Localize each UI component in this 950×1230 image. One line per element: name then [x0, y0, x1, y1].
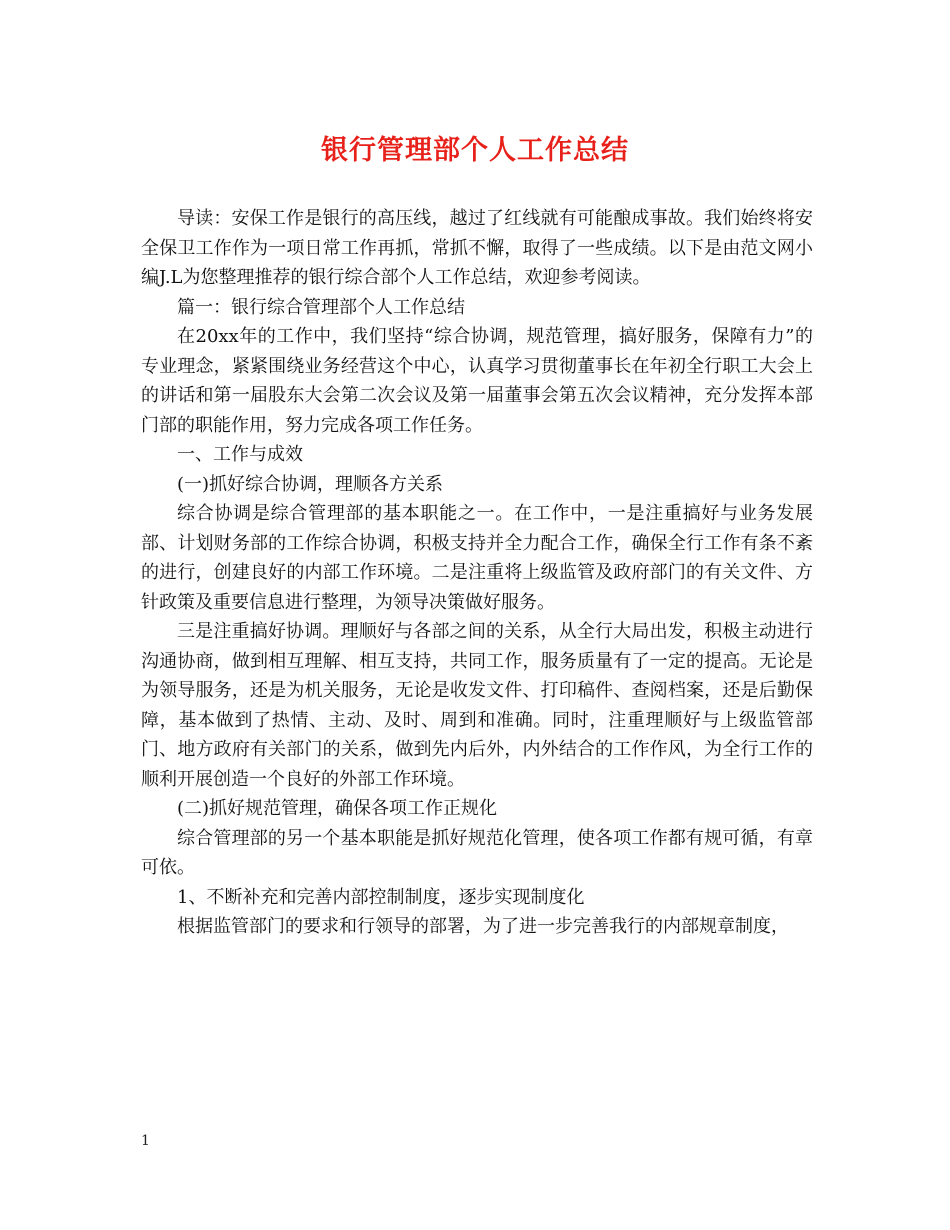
intro-paragraph: 导读：安保工作是银行的高压线，越过了红线就有可能酿成事故。我们始终将安全保卫工作作为一项日常工作再抓，常抓不懈，取得了一些成绩。以下是由范文网小编J.L为您整理推荐的银行综合部个人工作总结，欢迎参考阅读。: [141, 208, 813, 288]
item-heading: 1、不断补充和完善内部控制制度，逐步实现制度化: [177, 886, 585, 908]
body-paragraph: 根据监管部门的要求和行领导的部署，为了进一步完善我行的内部规章制度，: [177, 916, 789, 937]
body-paragraph: 三是注重搞好协调。理顺好与各部之间的关系，从全行大局出发，积极主动进行沟通协商，做到相互理解、相互支持，共同工作，服务质量有了一定的提高。无论是为领导服务，还是为机关服务，无论是收发文件、打印稿件、查阅档案，还是后勤保障，基本做到了热情、主动、及时、周到和准确。同时，注重理顺好与上级监管部门、地方政府有关部门的关系，做到先内后外，内外结合的工作作风，为全行工作的顺利开展创造一个良好的外部工作环境。: [141, 621, 813, 790]
document-body: [141, 204, 813, 942]
body-paragraph: 综合协调是综合管理部的基本职能之一。在工作中，一是注重搞好与业务发展部、计划财务部的工作综合协调，积极支持并全力配合工作，确保全行工作有条不紊的进行，创建良好的内部工作环境。二是注重将上级监管及政府部门的有关文件、方针政策及重要信息进行整理，为领导决策做好服务。: [141, 503, 813, 613]
body-paragraph: 综合管理部的另一个基本职能是抓好规范化管理，使各项工作都有规可循，有章可依。: [141, 827, 813, 878]
page-number: 1: [141, 1133, 150, 1149]
section-heading: 一、工作与成效: [177, 444, 303, 465]
subsection-heading: (一)抓好综合协调，理顺各方关系: [177, 473, 444, 495]
body-paragraph: 在20xx年的工作中，我们坚持“综合协调，规范管理，搞好服务，保障有力”的专业理念，紧紧围绕业务经营这个中心，认真学习贯彻董事长在年初全行职工大会上的讲话和第一届股东大会第二次会议及第一届董事会第五次会议精神，充分发挥本部门部的职能作用，努力完成各项工作任务。: [141, 326, 813, 436]
subsection-heading: (二)抓好规范管理，确保各项工作正规化: [177, 798, 498, 819]
document-title: 银行管理部个人工作总结: [321, 135, 629, 166]
section-heading: 篇一：银行综合管理部个人工作总结: [177, 296, 465, 318]
